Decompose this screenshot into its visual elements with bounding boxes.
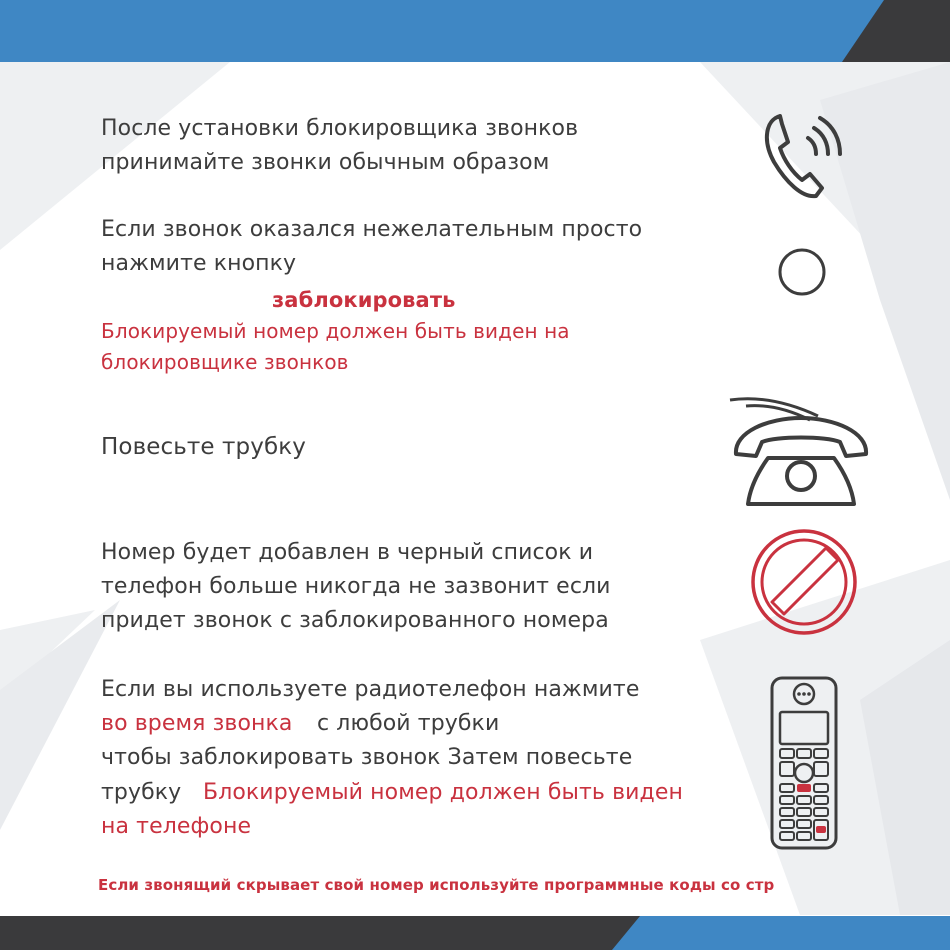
step3-text-line1: Повесьте трубку <box>101 434 306 460</box>
block-button-label: заблокировать <box>272 288 456 312</box>
round-button-icon <box>776 246 828 298</box>
step4-text-line1: Номер будет добавлен в черный список и <box>101 540 594 565</box>
step5-text-line3: чтобы заблокировать звонок Затем повесьте <box>101 745 633 770</box>
ringing-handset-icon <box>758 110 850 202</box>
step4-text-line3: придет звонок с заблокированного номера <box>101 608 609 633</box>
step1-text-line2: принимайте звонки обычным образом <box>101 150 550 175</box>
step5-hang-up: трубку <box>101 780 182 805</box>
step5-note-line2: на телефоне <box>101 814 252 839</box>
step5-any-handset: с любой трубки <box>317 711 500 736</box>
step2-note-line2: блокировщике звонков <box>101 350 349 374</box>
footer-note: Если звонящий скрывает свой номер используйте программные коды со стр <box>98 876 775 894</box>
step1-text-line1: После установки блокировщика звонков <box>101 116 579 141</box>
step2-text-line1: Если звонок оказался нежелательным просто <box>101 217 643 242</box>
step2-text-line2: нажмите кнопку <box>101 251 297 276</box>
cordless-handset-icon <box>768 676 840 852</box>
top-banner <box>0 0 950 62</box>
step5-note-line1: Блокируемый номер должен быть виден <box>203 780 683 805</box>
landline-phone-icon <box>728 392 874 508</box>
bottom-banner-blue-corner <box>612 916 950 950</box>
step5-text-line1: Если вы используете радиотелефон нажмите <box>101 677 640 702</box>
step4-text-line2: телефон больше никогда не зазвонит если <box>101 574 611 599</box>
step5-during-call: во время звонка <box>101 711 293 736</box>
step2-note-line1: Блокируемый номер должен быть виден на <box>101 319 570 343</box>
prohibited-icon <box>748 526 860 638</box>
